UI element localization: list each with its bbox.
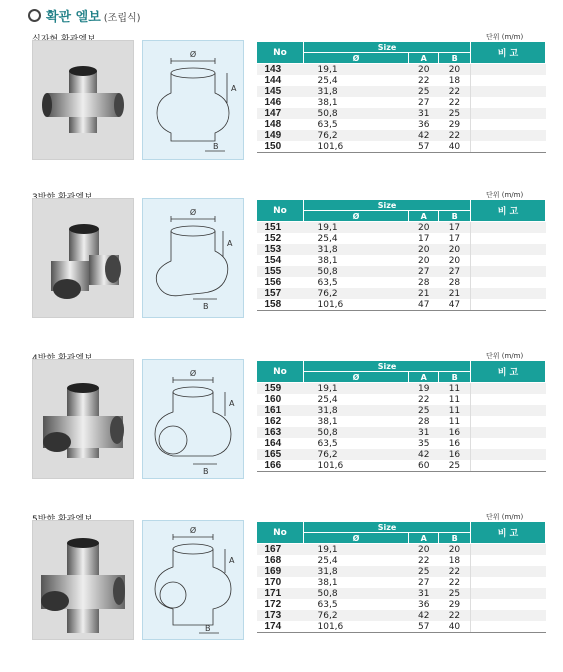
row-b: 11 (439, 383, 471, 395)
section-3way-elbow (0, 190, 563, 350)
row-no: 172 (257, 599, 304, 610)
table-row (257, 438, 546, 449)
row-a: 20 (409, 544, 439, 556)
row-remarks (471, 97, 546, 108)
header-size: Size (304, 361, 471, 372)
row-phi: 63,5 (304, 438, 409, 449)
row-phi: 31,8 (304, 405, 409, 416)
row-b: 25 (439, 108, 471, 119)
header-no: No (257, 522, 304, 544)
row-phi: 76,2 (304, 610, 409, 621)
row-no: 154 (257, 255, 304, 266)
b-label: B (203, 467, 209, 476)
row-phi: 25,4 (304, 233, 409, 244)
header-a: A (409, 211, 439, 222)
row-no: 159 (257, 383, 304, 395)
row-b: 29 (439, 119, 471, 130)
a-label: A (227, 239, 233, 248)
row-no: 164 (257, 438, 304, 449)
row-a: 27 (409, 266, 439, 277)
phi-label: Ø (189, 526, 197, 535)
row-remarks (471, 577, 546, 588)
table-row (257, 577, 546, 588)
table-row (257, 266, 546, 277)
row-a: 19 (409, 383, 439, 395)
row-a: 25 (409, 405, 439, 416)
unit-label: 단위 (m/m) (486, 191, 524, 199)
row-a: 22 (409, 75, 439, 86)
row-phi: 50,8 (304, 108, 409, 119)
row-phi: 25,4 (304, 555, 409, 566)
table-row (257, 599, 546, 610)
row-a: 31 (409, 427, 439, 438)
product-photo (32, 198, 134, 318)
row-a: 22 (409, 555, 439, 566)
4way-elbow-photo-icon (33, 360, 133, 478)
row-no: 160 (257, 394, 304, 405)
3way-elbow-drawing-icon (143, 199, 243, 317)
row-phi: 76,2 (304, 288, 409, 299)
unit-label: 단위 (m/m) (486, 33, 524, 41)
row-remarks (471, 394, 546, 405)
row-b: 16 (439, 427, 471, 438)
row-no: 149 (257, 130, 304, 141)
header-remarks: 비 고 (471, 522, 546, 544)
table-row (257, 277, 546, 288)
header-size: Size (304, 42, 471, 53)
row-b: 47 (439, 299, 471, 311)
row-phi: 38,1 (304, 97, 409, 108)
row-remarks (471, 544, 546, 556)
header-a: A (409, 372, 439, 383)
row-no: 162 (257, 416, 304, 427)
row-b: 25 (439, 588, 471, 599)
row-a: 36 (409, 599, 439, 610)
row-phi: 38,1 (304, 577, 409, 588)
row-no: 151 (257, 222, 304, 234)
row-a: 25 (409, 86, 439, 97)
row-a: 42 (409, 610, 439, 621)
row-no: 169 (257, 566, 304, 577)
row-a: 20 (409, 255, 439, 266)
row-remarks (471, 383, 546, 395)
row-b: 18 (439, 75, 471, 86)
table-row (257, 108, 546, 119)
section-cross-elbow (0, 32, 563, 192)
row-no: 144 (257, 75, 304, 86)
row-remarks (471, 108, 546, 119)
spec-table (256, 199, 546, 311)
row-a: 21 (409, 288, 439, 299)
table-row (257, 460, 546, 472)
row-b: 40 (439, 621, 471, 633)
row-no: 143 (257, 64, 304, 76)
table-row (257, 416, 546, 427)
row-remarks (471, 621, 546, 633)
row-a: 35 (409, 438, 439, 449)
b-label: B (213, 142, 219, 151)
row-b: 11 (439, 416, 471, 427)
row-no: 155 (257, 266, 304, 277)
table-row (257, 544, 546, 556)
row-b: 25 (439, 460, 471, 472)
row-b: 11 (439, 405, 471, 416)
row-phi: 63,5 (304, 599, 409, 610)
row-no: 147 (257, 108, 304, 119)
technical-drawing (142, 198, 244, 318)
row-phi: 76,2 (304, 130, 409, 141)
table-row (257, 233, 546, 244)
row-phi: 101,6 (304, 299, 409, 311)
unit-label: 단위 (m/m) (486, 352, 524, 360)
header-remarks: 비 고 (471, 361, 546, 383)
a-label: A (231, 84, 237, 93)
row-b: 27 (439, 266, 471, 277)
table-row (257, 427, 546, 438)
row-remarks (471, 427, 546, 438)
3way-elbow-photo-icon (33, 199, 133, 317)
table-row (257, 566, 546, 577)
header-b: B (439, 372, 471, 383)
technical-drawing (142, 520, 244, 640)
row-a: 22 (409, 394, 439, 405)
spec-table (256, 41, 546, 153)
row-phi: 38,1 (304, 255, 409, 266)
5way-elbow-drawing-icon (143, 521, 243, 639)
row-a: 27 (409, 97, 439, 108)
row-remarks (471, 588, 546, 599)
header-size: Size (304, 522, 471, 533)
row-b: 40 (439, 141, 471, 153)
row-remarks (471, 599, 546, 610)
row-b: 17 (439, 233, 471, 244)
row-remarks (471, 119, 546, 130)
page-title-text: 확관 엘보 (46, 10, 101, 25)
row-remarks (471, 222, 546, 234)
row-phi: 63,5 (304, 277, 409, 288)
table-row (257, 555, 546, 566)
row-no: 171 (257, 588, 304, 599)
row-a: 20 (409, 64, 439, 76)
table-row (257, 97, 546, 108)
header-phi: Ø (304, 372, 409, 383)
row-a: 57 (409, 141, 439, 153)
row-remarks (471, 566, 546, 577)
table-row (257, 405, 546, 416)
row-b: 17 (439, 222, 471, 234)
row-remarks (471, 405, 546, 416)
header-size: Size (304, 200, 471, 211)
table-row (257, 621, 546, 633)
spec-table (256, 521, 546, 633)
row-a: 60 (409, 460, 439, 472)
row-no: 158 (257, 299, 304, 311)
row-phi: 19,1 (304, 222, 409, 234)
row-remarks (471, 141, 546, 153)
row-no: 168 (257, 555, 304, 566)
row-remarks (471, 416, 546, 427)
row-no: 173 (257, 610, 304, 621)
row-phi: 25,4 (304, 75, 409, 86)
row-remarks (471, 130, 546, 141)
header-phi: Ø (304, 211, 409, 222)
row-a: 47 (409, 299, 439, 311)
row-a: 42 (409, 449, 439, 460)
table-row (257, 64, 546, 76)
table-row (257, 75, 546, 86)
cross-elbow-photo-icon (33, 41, 133, 159)
header-remarks: 비 고 (471, 42, 546, 64)
cross-elbow-drawing-icon (143, 41, 243, 159)
row-b: 29 (439, 599, 471, 610)
row-phi: 31,8 (304, 86, 409, 97)
row-b: 20 (439, 255, 471, 266)
row-no: 170 (257, 577, 304, 588)
row-b: 28 (439, 277, 471, 288)
header-b: B (439, 211, 471, 222)
header-no: No (257, 361, 304, 383)
b-label: B (203, 302, 209, 311)
page-title-suffix: (조립식) (103, 13, 141, 24)
row-phi: 101,6 (304, 460, 409, 472)
row-b: 20 (439, 244, 471, 255)
row-no: 161 (257, 405, 304, 416)
row-a: 31 (409, 108, 439, 119)
row-b: 18 (439, 555, 471, 566)
spec-table (256, 360, 546, 472)
a-label: A (229, 399, 235, 408)
row-phi: 50,8 (304, 266, 409, 277)
row-b: 21 (439, 288, 471, 299)
header-no: No (257, 200, 304, 222)
row-no: 167 (257, 544, 304, 556)
header-b: B (439, 533, 471, 544)
table-row (257, 255, 546, 266)
table-row (257, 610, 546, 621)
table-row (257, 394, 546, 405)
row-a: 57 (409, 621, 439, 633)
table-row (257, 130, 546, 141)
row-phi: 19,1 (304, 64, 409, 76)
a-label: A (229, 556, 235, 565)
row-b: 22 (439, 566, 471, 577)
row-b: 22 (439, 97, 471, 108)
row-a: 17 (409, 233, 439, 244)
row-remarks (471, 86, 546, 97)
header-b: B (439, 53, 471, 64)
row-b: 22 (439, 577, 471, 588)
row-remarks (471, 460, 546, 472)
row-a: 25 (409, 566, 439, 577)
row-no: 145 (257, 86, 304, 97)
row-phi: 101,6 (304, 621, 409, 633)
row-b: 16 (439, 438, 471, 449)
table-row (257, 288, 546, 299)
row-no: 157 (257, 288, 304, 299)
row-remarks (471, 555, 546, 566)
row-remarks (471, 277, 546, 288)
5way-elbow-photo-icon (33, 521, 133, 639)
technical-drawing (142, 359, 244, 479)
phi-label: Ø (189, 369, 197, 378)
row-b: 20 (439, 64, 471, 76)
table-row (257, 119, 546, 130)
row-remarks (471, 266, 546, 277)
row-phi: 38,1 (304, 416, 409, 427)
row-phi: 31,8 (304, 566, 409, 577)
row-phi: 63,5 (304, 119, 409, 130)
row-no: 156 (257, 277, 304, 288)
row-no: 152 (257, 233, 304, 244)
table-row (257, 449, 546, 460)
row-phi: 31,8 (304, 244, 409, 255)
header-no: No (257, 42, 304, 64)
row-phi: 19,1 (304, 544, 409, 556)
table-row (257, 588, 546, 599)
table-row (257, 383, 546, 395)
row-phi: 76,2 (304, 449, 409, 460)
table-row (257, 141, 546, 153)
row-remarks (471, 610, 546, 621)
table-row (257, 299, 546, 311)
row-phi: 25,4 (304, 394, 409, 405)
row-remarks (471, 233, 546, 244)
row-a: 31 (409, 588, 439, 599)
table-row (257, 244, 546, 255)
product-photo (32, 359, 134, 479)
row-b: 20 (439, 544, 471, 556)
row-remarks (471, 244, 546, 255)
header-phi: Ø (304, 53, 409, 64)
page-title (28, 6, 141, 25)
row-b: 22 (439, 610, 471, 621)
row-a: 42 (409, 130, 439, 141)
table-row (257, 86, 546, 97)
circle-bullet-icon (28, 9, 41, 22)
row-no: 150 (257, 141, 304, 153)
technical-drawing (142, 40, 244, 160)
row-no: 166 (257, 460, 304, 472)
row-no: 153 (257, 244, 304, 255)
row-b: 11 (439, 394, 471, 405)
row-no: 148 (257, 119, 304, 130)
row-b: 22 (439, 86, 471, 97)
unit-label: 단위 (m/m) (486, 513, 524, 521)
row-a: 28 (409, 416, 439, 427)
row-remarks (471, 255, 546, 266)
row-a: 20 (409, 222, 439, 234)
header-phi: Ø (304, 533, 409, 544)
row-no: 165 (257, 449, 304, 460)
phi-label: Ø (189, 50, 197, 59)
row-a: 28 (409, 277, 439, 288)
section-4way-elbow (0, 351, 563, 511)
row-a: 20 (409, 244, 439, 255)
row-b: 16 (439, 449, 471, 460)
4way-elbow-drawing-icon (143, 360, 243, 478)
row-no: 146 (257, 97, 304, 108)
row-a: 27 (409, 577, 439, 588)
row-phi: 50,8 (304, 427, 409, 438)
section-5way-elbow (0, 512, 563, 672)
row-phi: 19,1 (304, 383, 409, 395)
header-remarks: 비 고 (471, 200, 546, 222)
row-b: 22 (439, 130, 471, 141)
row-no: 174 (257, 621, 304, 633)
row-a: 36 (409, 119, 439, 130)
row-remarks (471, 438, 546, 449)
b-label: B (205, 624, 211, 633)
product-photo (32, 40, 134, 160)
row-remarks (471, 64, 546, 76)
row-remarks (471, 449, 546, 460)
row-phi: 101,6 (304, 141, 409, 153)
row-phi: 50,8 (304, 588, 409, 599)
row-remarks (471, 299, 546, 311)
product-photo (32, 520, 134, 640)
row-no: 163 (257, 427, 304, 438)
row-remarks (471, 288, 546, 299)
header-a: A (409, 533, 439, 544)
row-remarks (471, 75, 546, 86)
header-a: A (409, 53, 439, 64)
table-row (257, 222, 546, 234)
phi-label: Ø (189, 208, 197, 217)
